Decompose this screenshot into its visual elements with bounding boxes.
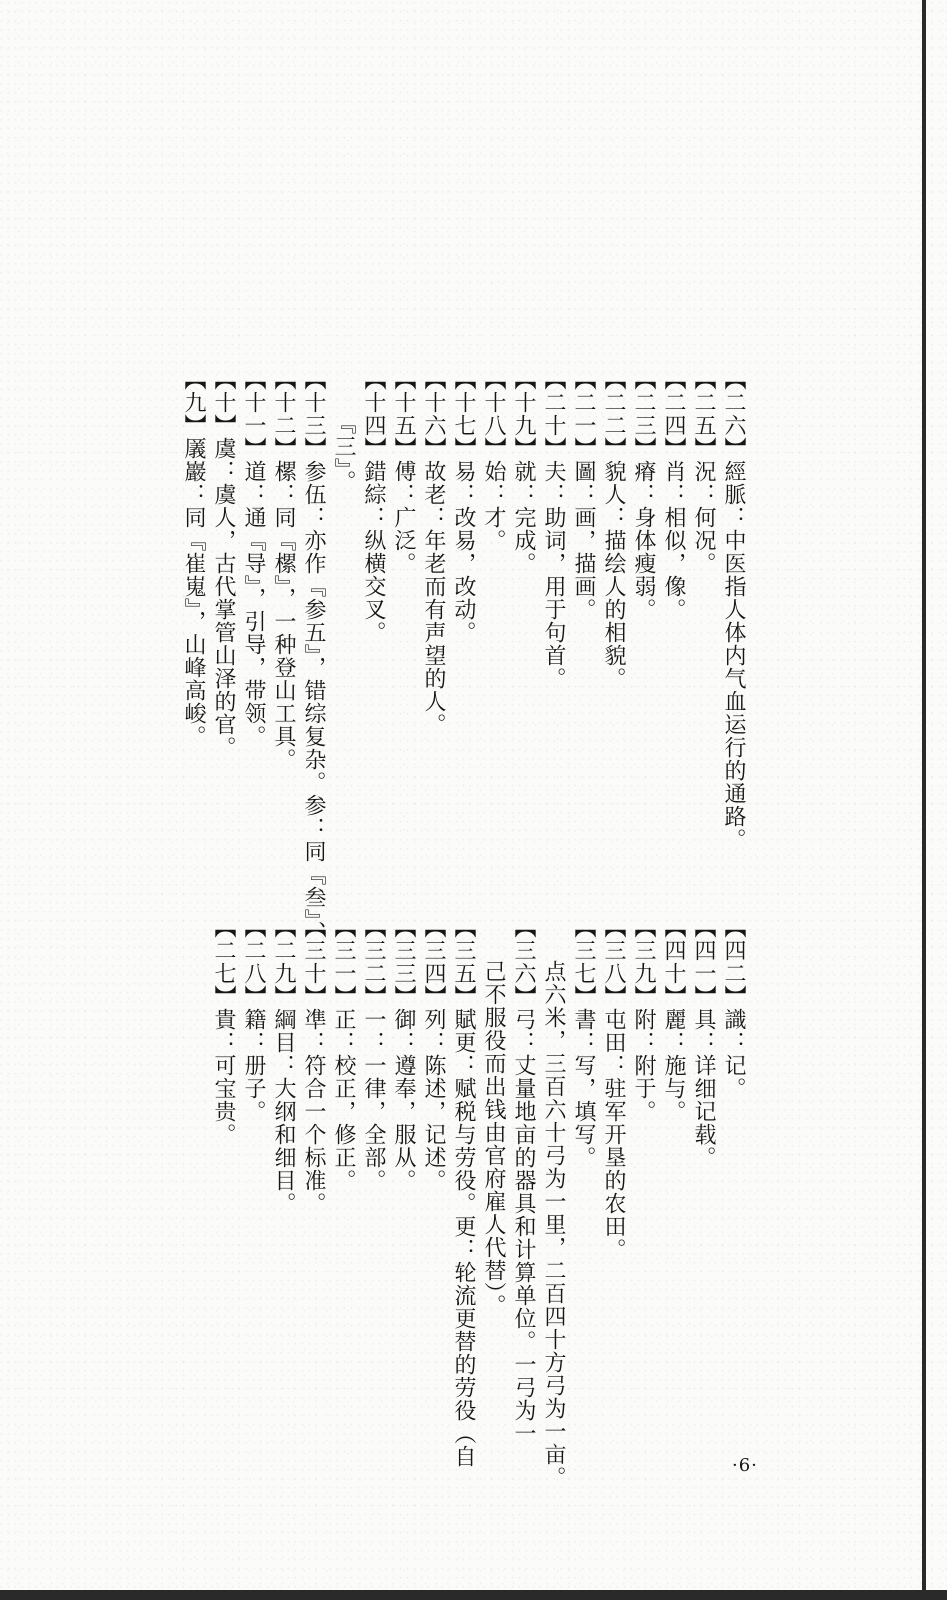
note-32: 【三二】一：一律，全部。 <box>361 916 386 1192</box>
notes-block-upper <box>178 368 748 944</box>
scan-edge-bottom <box>0 1590 947 1600</box>
note-23: 【二三】瘠：身体瘦弱。 <box>631 368 656 621</box>
note-26: 【二六】經脈：中医指人体内气血运行的通路。 <box>721 368 746 851</box>
note-14: 【十四】錯綜：纵横交叉。 <box>361 368 386 644</box>
note-34: 【三四】列：陈述，记述。 <box>421 916 446 1192</box>
note-30: 【三十】凖：符合一个标准。 <box>301 916 326 1215</box>
note-20: 【二十】夫：助词，用于句首。 <box>541 368 566 690</box>
note-22: 【二二】貌人：描绘人的相貌。 <box>601 368 626 690</box>
scan-edge-right <box>922 0 926 1600</box>
note-36-continuation: 点六米，三百六十弓为一里，二百四十方弓为一亩。 <box>541 960 566 1489</box>
note-33: 【三三】御：遵奉，服从。 <box>391 916 416 1192</box>
note-36: 【三六】弓：丈量地亩的器具和计算单位。一弓为一 <box>511 916 536 1445</box>
note-17: 【十七】易：改易，改动。 <box>451 368 476 644</box>
note-13: 【十三】参伍：亦作『参五』，错综复杂。参：同『叁』、 <box>301 368 326 944</box>
note-25: 【二五】況：何况。 <box>691 368 716 575</box>
note-16: 【十六】故老：年老而有声望的人。 <box>421 368 446 736</box>
note-11: 【十一】道：通『导』，引导，带领。 <box>241 368 266 748</box>
note-21: 【二一】圖：画，描画。 <box>571 368 596 621</box>
note-41: 【四一】具：详细记载。 <box>691 916 716 1169</box>
note-15: 【十五】傅：广泛。 <box>391 368 416 575</box>
note-10: 【十】虞：虞人，古代掌管山泽的官。 <box>211 368 236 759</box>
note-42: 【四二】識：记。 <box>721 916 746 1100</box>
note-38: 【三八】屯田：驻军开垦的农田。 <box>601 916 626 1261</box>
note-19: 【十九】就：完成。 <box>511 368 536 575</box>
note-35: 【三五】賦更：赋税与劳役。更：轮流更替的劳役（自 <box>451 916 476 1468</box>
note-40: 【四十】麗：施与。 <box>661 916 686 1123</box>
note-24: 【二四】肖：相似，像。 <box>661 368 686 621</box>
note-18: 【十八】始：才。 <box>481 368 506 552</box>
note-13-continuation: 『三』。 <box>331 412 356 493</box>
note-29: 【二九】綱目：大纲和细目。 <box>271 916 296 1215</box>
note-12: 【十二】樏：同『樏』，一种登山工具。 <box>271 368 296 771</box>
notes-block-lower <box>208 916 748 1489</box>
note-37: 【三七】書：写，填写。 <box>571 916 596 1169</box>
note-28: 【二八】籍：册子。 <box>241 916 266 1123</box>
note-9: 【九】㕒巖：同『崔嵬』，山峰高峻。 <box>181 368 206 748</box>
note-35-continuation: 己不服役而出钱由官府雇人代替）。 <box>481 960 506 1317</box>
page-number: ·6· <box>732 1455 758 1476</box>
note-39: 【三九】附：附于。 <box>631 916 656 1123</box>
note-31: 【三一】正：校正，修正。 <box>331 916 356 1192</box>
note-27: 【二七】貴：可宝贵。 <box>211 916 236 1146</box>
